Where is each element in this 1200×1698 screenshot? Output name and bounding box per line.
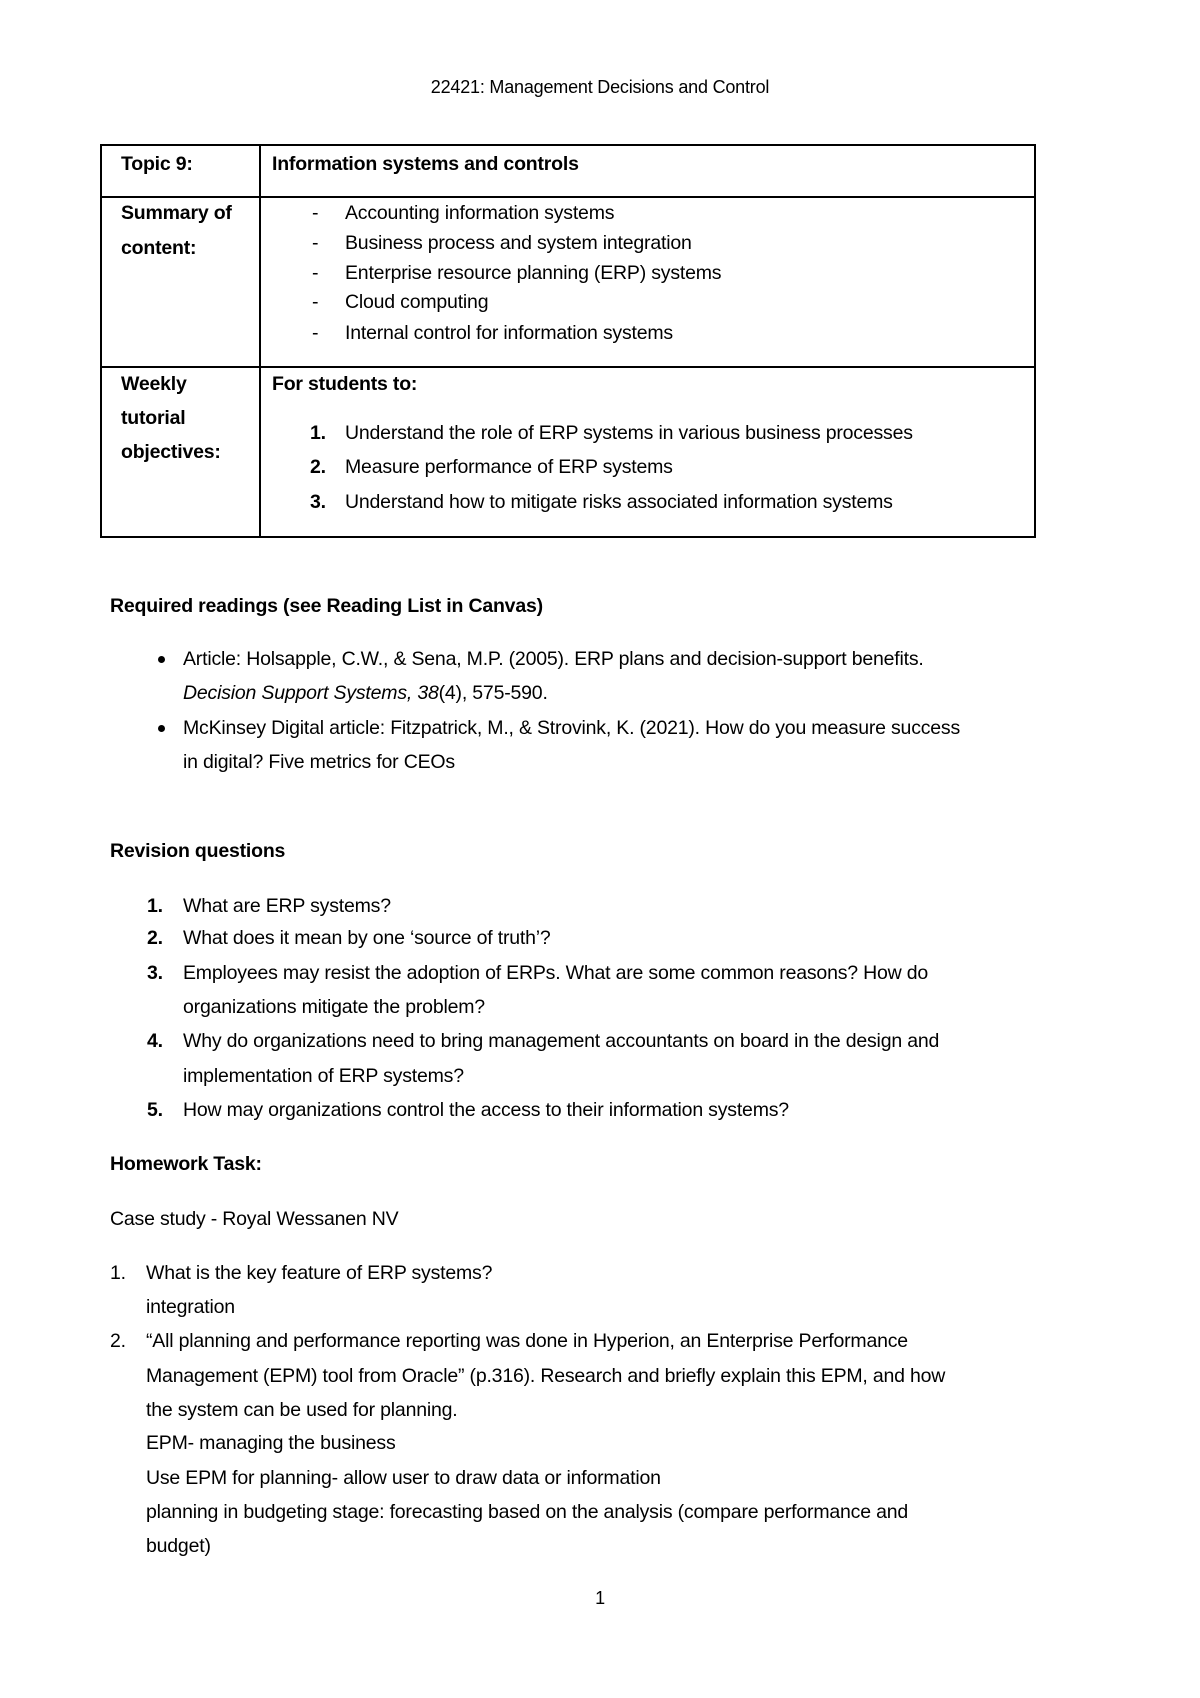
topic-label: Topic 9: — [121, 153, 193, 175]
list-item: Understand the role of ERP systems in various business processes — [345, 422, 913, 444]
readings-heading: Required readings (see Reading List in Canvas) — [110, 595, 543, 617]
journal-details: (4), 575-590. — [438, 682, 548, 704]
list-item: implementation of ERP systems? — [183, 1065, 464, 1087]
answer-text: planning in budgeting stage: forecasting based on the analysis (compare performance and — [146, 1501, 909, 1523]
journal-name: Decision Support Systems, 38 — [183, 682, 439, 704]
summary-label: content: — [121, 237, 197, 259]
list-item: What does it mean by one ‘source of truth’? — [183, 927, 551, 949]
list-item: Management (EPM) tool from Oracle” (p.316). Research and briefly explain this EPM, and how — [146, 1365, 946, 1387]
list-number: 5. — [147, 1099, 163, 1121]
list-item: organizations mitigate the problem? — [183, 996, 485, 1018]
list-item: Accounting information systems — [345, 202, 615, 224]
list-item: Understand how to mitigate risks associated information systems — [345, 491, 893, 513]
list-number: 3. — [310, 491, 326, 513]
case-study-title: Case study - Royal Wessanen NV — [110, 1208, 399, 1230]
list-item: Business process and system integration — [345, 232, 692, 254]
list-number: 3. — [147, 962, 163, 984]
summary-label: Summary of — [121, 202, 232, 224]
homework-heading: Homework Task: — [110, 1153, 262, 1175]
reading-item-cont — [183, 681, 548, 705]
list-item: Cloud computing — [345, 291, 489, 313]
reading-item-cont: in digital? Five metrics for CEOs — [183, 751, 455, 773]
list-item: “All planning and performance reporting was done in Hyperion, an Enterprise Performance — [146, 1330, 908, 1352]
list-item: What are ERP systems? — [183, 895, 391, 917]
list-item: What is the key feature of ERP systems? — [146, 1262, 493, 1284]
bullet-icon — [158, 725, 165, 732]
bullet-icon — [158, 656, 165, 663]
list-item: Enterprise resource planning (ERP) systems — [345, 262, 722, 284]
reading-item: Article: Holsapple, C.W., & Sena, M.P. (2005). ERP plans and decision-support benefits. — [183, 648, 924, 670]
objectives-label: Weekly — [121, 373, 187, 395]
list-number: 1. — [110, 1262, 126, 1284]
page-header: 22421: Management Decisions and Control — [430, 77, 770, 97]
list-number: 2. — [110, 1330, 126, 1352]
answer-text: budget) — [146, 1535, 211, 1557]
page-number: 1 — [595, 1588, 605, 1608]
list-item: the system can be used for planning. — [146, 1399, 458, 1421]
answer-text: EPM- managing the business — [146, 1432, 396, 1454]
list-number: 2. — [310, 456, 326, 478]
list-number: 2. — [147, 927, 163, 949]
answer-text: Use EPM for planning- allow user to draw data or information — [146, 1467, 661, 1489]
list-number: 4. — [147, 1030, 163, 1052]
list-item: Measure performance of ERP systems — [345, 456, 673, 478]
objectives-label: objectives: — [121, 441, 221, 463]
topic-value: Information systems and controls — [272, 153, 579, 175]
list-item: How may organizations control the access to their information systems? — [183, 1099, 789, 1121]
objectives-intro: For students to: — [272, 373, 418, 395]
revision-heading: Revision questions — [110, 840, 286, 862]
list-number: 1. — [147, 895, 163, 917]
list-number: 1. — [310, 422, 326, 444]
answer-text: integration — [146, 1296, 235, 1318]
list-item: Internal control for information systems — [345, 322, 673, 344]
list-item: Why do organizations need to bring management accountants on board in the design and — [183, 1030, 940, 1052]
reading-item: McKinsey Digital article: Fitzpatrick, M., & Strovink, K. (2021). How do you measure success — [183, 717, 961, 739]
list-item: Employees may resist the adoption of ERPs. What are some common reasons? How do — [183, 962, 929, 984]
objectives-label: tutorial — [121, 407, 186, 429]
